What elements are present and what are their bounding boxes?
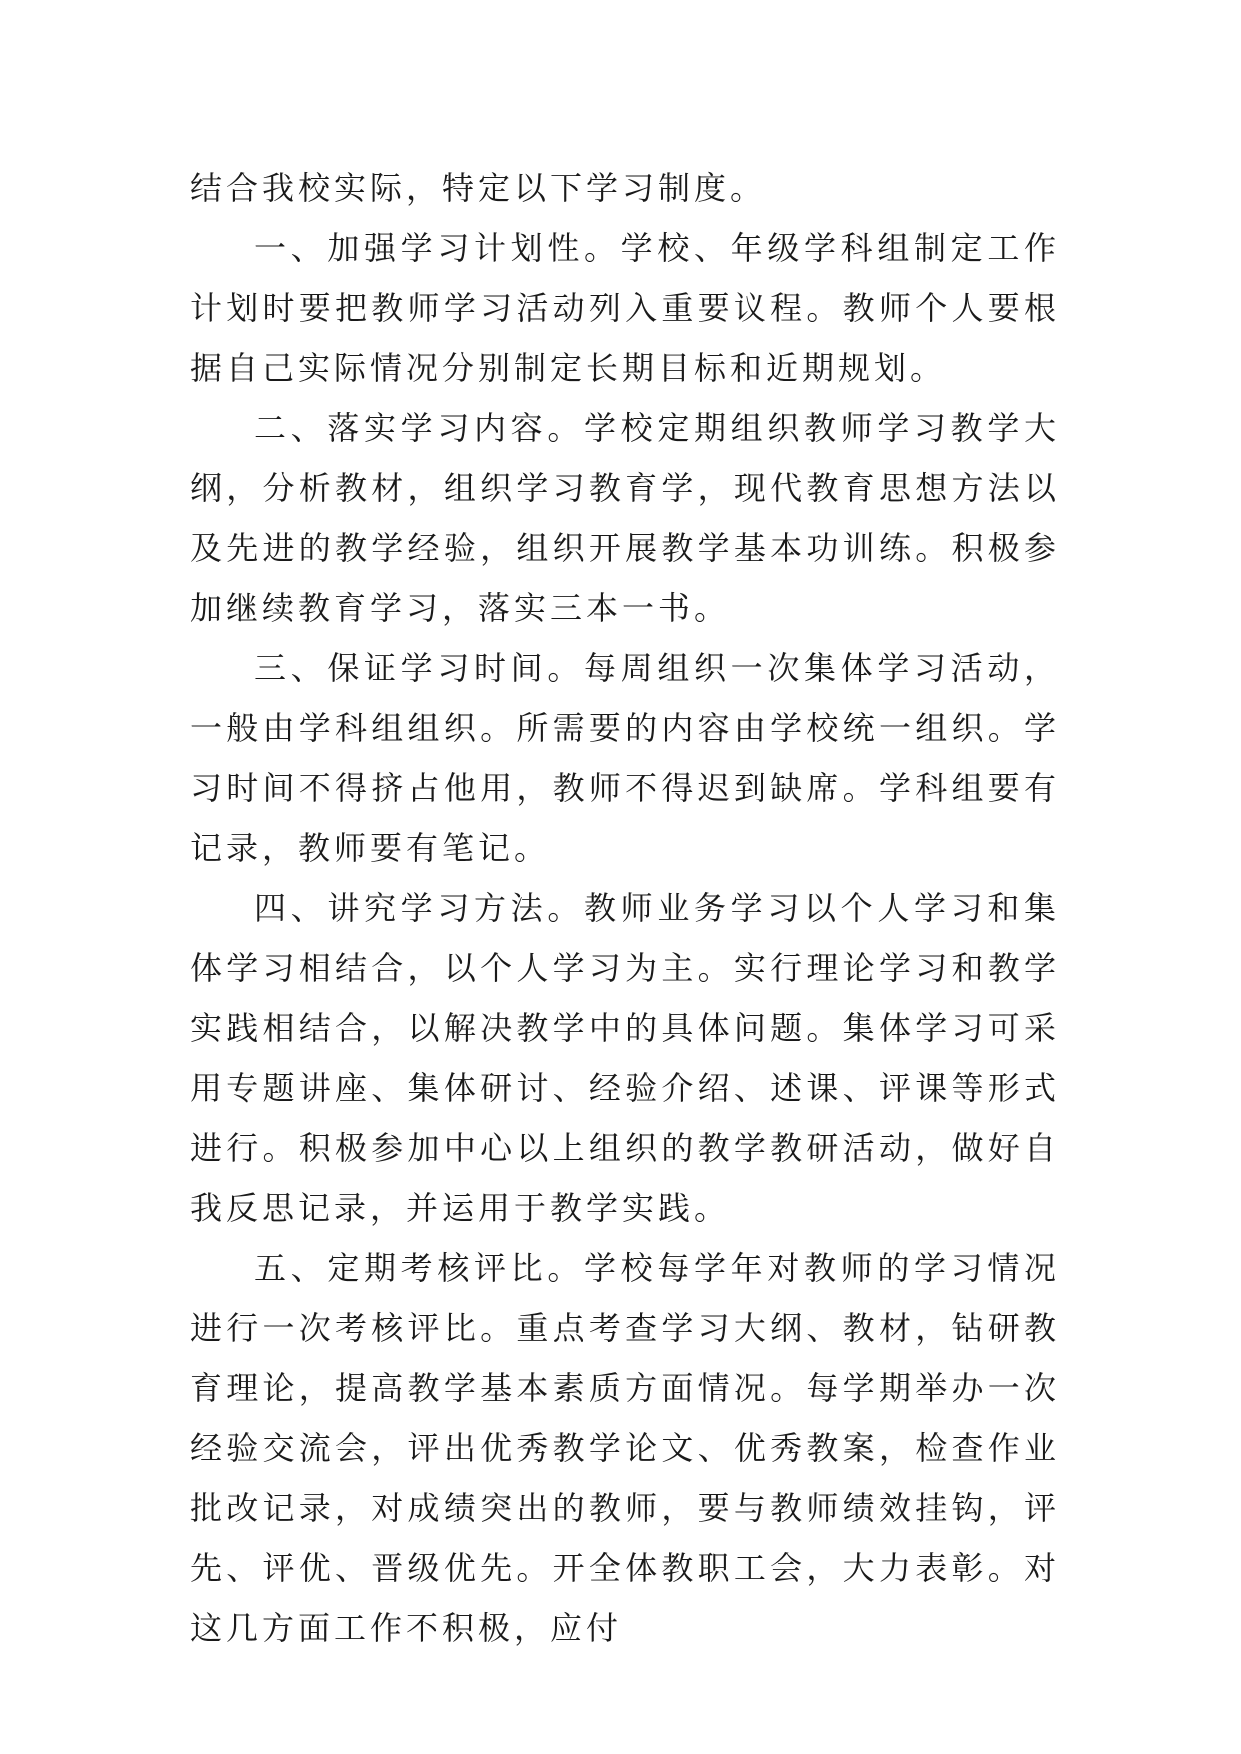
paragraph-study-time: 三、保证学习时间。每周组织一次集体学习活动，一般由学科组组织。所需要的内容由学校统一组织。学习时间不得挤占他用，教师不得迟到缺席。学科组要有记录，教师要有笔记。	[190, 649, 1060, 867]
paragraph-study-content: 二、落实学习内容。学校定期组织教师学习教学大纲，分析教材，组织学习教育学，现代教育思想方法以及先进的教学经验，组织开展教学基本功训练。积极参加继续教育学习，落实三本一书。	[190, 409, 1060, 627]
paragraph-study-plan: 一、加强学习计划性。学校、年级学科组制定工作计划时要把教师学习活动列入重要议程。教师个人要根据自己实际情况分别制定长期目标和近期规划。	[190, 229, 1060, 387]
paragraph-study-method: 四、讲究学习方法。教师业务学习以个人学习和集体学习相结合，以个人学习为主。实行理论学习和教学实践相结合，以解决教学中的具体问题。集体学习可采用专题讲座、集体研讨、经验介绍、述课、评课等形式进行。积极参加中心以上组织的教学教研活动，做好自我反思记录，并运用于教学实践。	[190, 889, 1060, 1227]
paragraph-intro: 结合我校实际，特定以下学习制度。	[190, 169, 767, 207]
document-body	[190, 158, 1060, 1658]
paragraph-assessment: 五、定期考核评比。学校每学年对教师的学习情况进行一次考核评比。重点考查学习大纲、教材，钻研教育理论，提高教学基本素质方面情况。每学期举办一次经验交流会，评出优秀教学论文、优秀教案，检查作业批改记录，对成绩突出的教师，要与教师绩效挂钩，评先、评优、晋级优先。开全体教职工会，大力表彰。对这几方面工作不积极，应付	[190, 1249, 1060, 1647]
